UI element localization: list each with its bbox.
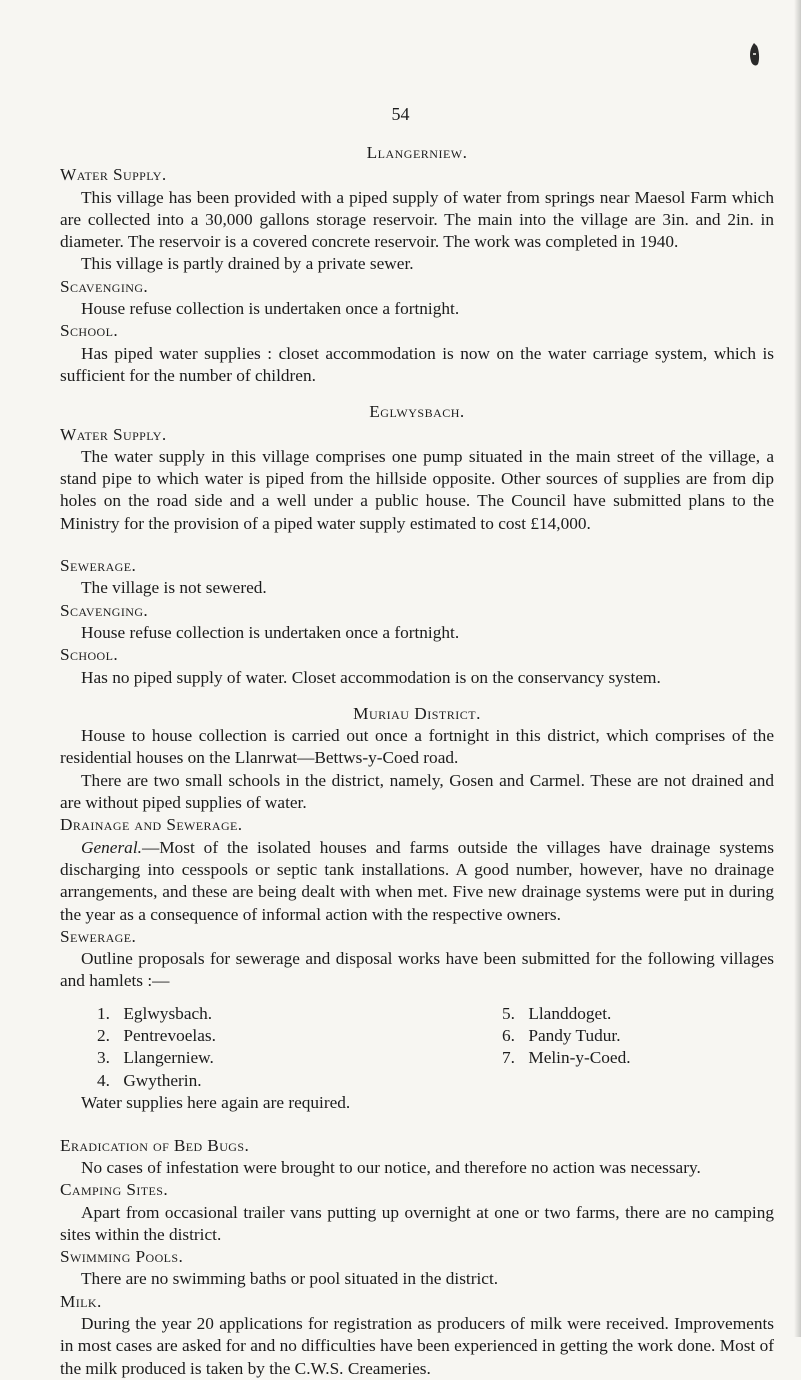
village-list-right: [502, 1003, 631, 1070]
paragraph-eglwysbach-school: Has no piped supply of water. Closet accommodation is on the conservancy system.: [81, 667, 661, 687]
paragraph-muriau-sewerage: Outline proposals for sewerage and disposal works have been submitted for the following villages and hamlets :—: [60, 949, 774, 991]
paragraph-llangerniew-scavenging: House refuse collection is undertaken once a fortnight.: [81, 299, 460, 319]
village-list-note: Water supplies here again are required.: [81, 1092, 351, 1112]
page-edge-shadow: [794, 0, 801, 1337]
subheading-water-supply: Water Supply.: [60, 165, 167, 185]
paragraph-camping-sites: Apart from occasional trailer vans putting up overnight at one or two farms, there are no camping sites within the district.: [60, 1202, 774, 1244]
village-list: [60, 1003, 774, 1115]
paragraph-milk: During the year 20 applications for registration as producers of milk were received. Improvements in most cases are asked for and no difficulties have been experienced in getting the work done. Most of the milk produced is taken by the C.W.S. Creameries.: [60, 1314, 774, 1378]
subheading-water-supply: Water Supply.: [60, 424, 167, 444]
list-item: 5. Llanddoget.: [502, 1003, 612, 1023]
list-item: 4. Gwytherin.: [97, 1070, 202, 1090]
section-heading-eglwysbach: Eglwysbach.: [369, 402, 465, 422]
list-item: 2. Pentrevoelas.: [97, 1025, 216, 1045]
subheading-camping-sites: Camping Sites.: [60, 1180, 169, 1200]
ink-mark: [748, 42, 760, 68]
subheading-scavenging: Scavenging.: [60, 276, 149, 296]
list-item: 3. Llangerniew.: [97, 1048, 214, 1068]
paragraph-swimming-pools: There are no swimming baths or pool situated in the district.: [81, 1269, 499, 1289]
subheading-scavenging: Scavenging.: [60, 600, 149, 620]
section-heading-muriau: Muriau District.: [353, 703, 481, 723]
subheading-school: School.: [60, 321, 119, 341]
paragraph-llangerniew-drainage: This village is partly drained by a private sewer.: [81, 254, 414, 274]
subheading-sewerage: Sewerage.: [60, 556, 137, 576]
subheading-drainage-sewerage: Drainage and Sewerage.: [60, 815, 243, 835]
page-number: 54: [391, 104, 410, 124]
paragraph-bed-bugs: No cases of infestation were brought to our notice, and therefore no action was necessary.: [81, 1157, 701, 1177]
list-item: 1. Eglwysbach.: [97, 1003, 213, 1023]
paragraph-muriau-schools: There are two small schools in the district, namely, Gosen and Carmel. These are not drained and are without piped supplies of water.: [60, 770, 774, 813]
subheading-sewerage: Sewerage.: [60, 926, 137, 946]
subheading-milk: Milk.: [60, 1291, 102, 1311]
paragraph-llangerniew-school: Has piped water supplies : closet accommodation is now on the water carriage system, which is sufficient for the number of children.: [60, 343, 774, 385]
paragraph-muriau-collection: House to house collection is carried out once a fortnight in this district, which comprises of the residential houses on the Llanrwat—Bettws-y-Coed road.: [60, 726, 774, 768]
page-content: [60, 142, 774, 1380]
paragraph-llangerniew-water: This village has been provided with a piped supply of water from springs near Maesol Farm which are collected into a 30,000 gallons storage reservoir. The main into the village are 3in. and 2in. in diameter. The reservoir is a covered concrete reservoir. The work was completed in 1940.: [60, 187, 774, 252]
subheading-bed-bugs: Eradication of Bed Bugs.: [60, 1135, 250, 1155]
paragraph-eglwysbach-sewerage: The village is not sewered.: [81, 578, 267, 598]
list-item: 7. Melin-y-Coed.: [502, 1048, 631, 1068]
village-list-left: [97, 1003, 216, 1092]
subheading-school: School.: [60, 645, 119, 665]
general-text: —Most of the isolated houses and farms outside the villages have drainage systems discharging into cesspools or septic tank installations. A good number, however, have no drainage arrangements, and these are being dealt with when met. Five new drainage systems were put in during the year as a consequence of informal action with the respective owners.: [60, 837, 774, 924]
paragraph-muriau-general: [60, 837, 774, 926]
paragraph-eglwysbach-scavenging: House refuse collection is undertaken once a fortnight.: [81, 622, 460, 642]
subheading-swimming-pools: Swimming Pools.: [60, 1247, 184, 1267]
general-label: General.: [81, 837, 142, 857]
list-item: 6. Pandy Tudur.: [502, 1025, 621, 1045]
paragraph-eglwysbach-water: The water supply in this village comprises one pump situated in the main street of the village, a stand pipe to which water is piped from the hillside opposite. Other sources of supplies are from dip holes on the road side and a well under a public house. The Council have submitted plans to the Ministry for the provision of a piped water supply estimated to cost £14,000.: [60, 446, 774, 533]
section-heading-llangerniew: Llangerniew.: [366, 143, 468, 162]
